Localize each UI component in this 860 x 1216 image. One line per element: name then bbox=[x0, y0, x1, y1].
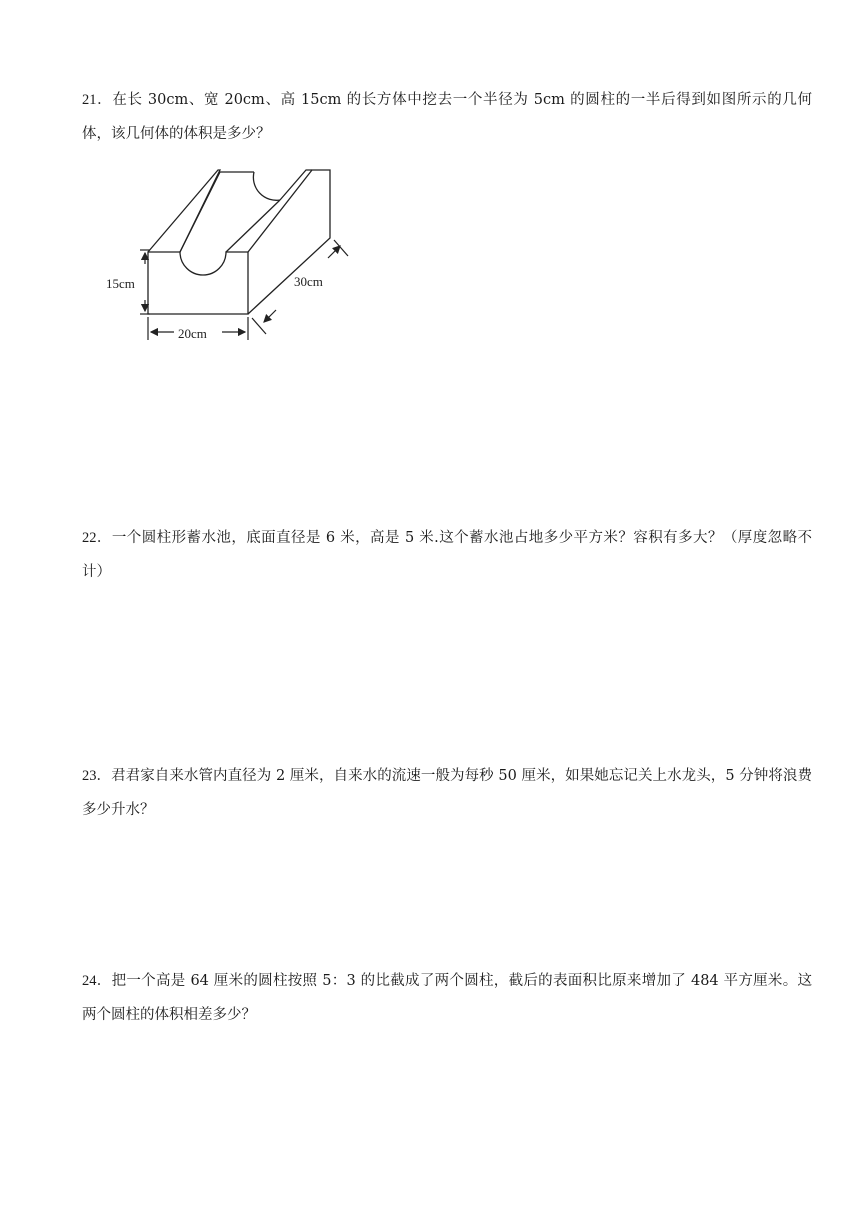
length-label: 30cm bbox=[294, 274, 323, 289]
right-rail-top bbox=[248, 170, 330, 314]
groove-inner-edge bbox=[180, 172, 254, 252]
question-24 bbox=[82, 964, 812, 1032]
question-22 bbox=[82, 521, 812, 589]
question-text: 君君家自来水管内直径为 2 厘米，自来水的流速一般为每秒 50 厘米，如果她忘记关上水龙头，5 分钟将浪费多少升水？ bbox=[82, 768, 812, 818]
question-text: 在长 30cm、宽 20cm、高 15cm 的长方体中挖去一个半径为 5cm 的圆柱的一半后得到如图所示的几何体，该几何体的体积是多少？ bbox=[82, 92, 813, 142]
groove-inner-right bbox=[226, 200, 280, 252]
left-rail-top bbox=[148, 170, 220, 252]
question-text: 一个圆柱形蓄水池，底面直径是 6 米，高是 5 米.这个蓄水池占地多少平方米？容积有多大？（厚度忽略不计） bbox=[82, 530, 813, 580]
cuboid-groove-figure bbox=[100, 160, 352, 346]
question-21 bbox=[82, 83, 812, 151]
question-number: 22． bbox=[82, 530, 112, 546]
figure-drawing bbox=[100, 160, 352, 346]
question-number: 24． bbox=[82, 973, 112, 989]
question-text: 把一个高是 64 厘米的圆柱按照 5：3 的比截成了两个圆柱，截后的表面积比原来增加了 484 平方厘米。这两个圆柱的体积相差多少？ bbox=[82, 973, 813, 1023]
front-face-outline bbox=[148, 252, 248, 314]
question-23 bbox=[82, 759, 812, 827]
question-number: 21． bbox=[82, 92, 113, 108]
question-number: 23． bbox=[82, 768, 112, 784]
groove-back-curve bbox=[253, 172, 280, 200]
height-label: 15cm bbox=[106, 276, 135, 291]
right-rail-inner bbox=[280, 170, 312, 200]
width-label: 20cm bbox=[178, 326, 207, 341]
